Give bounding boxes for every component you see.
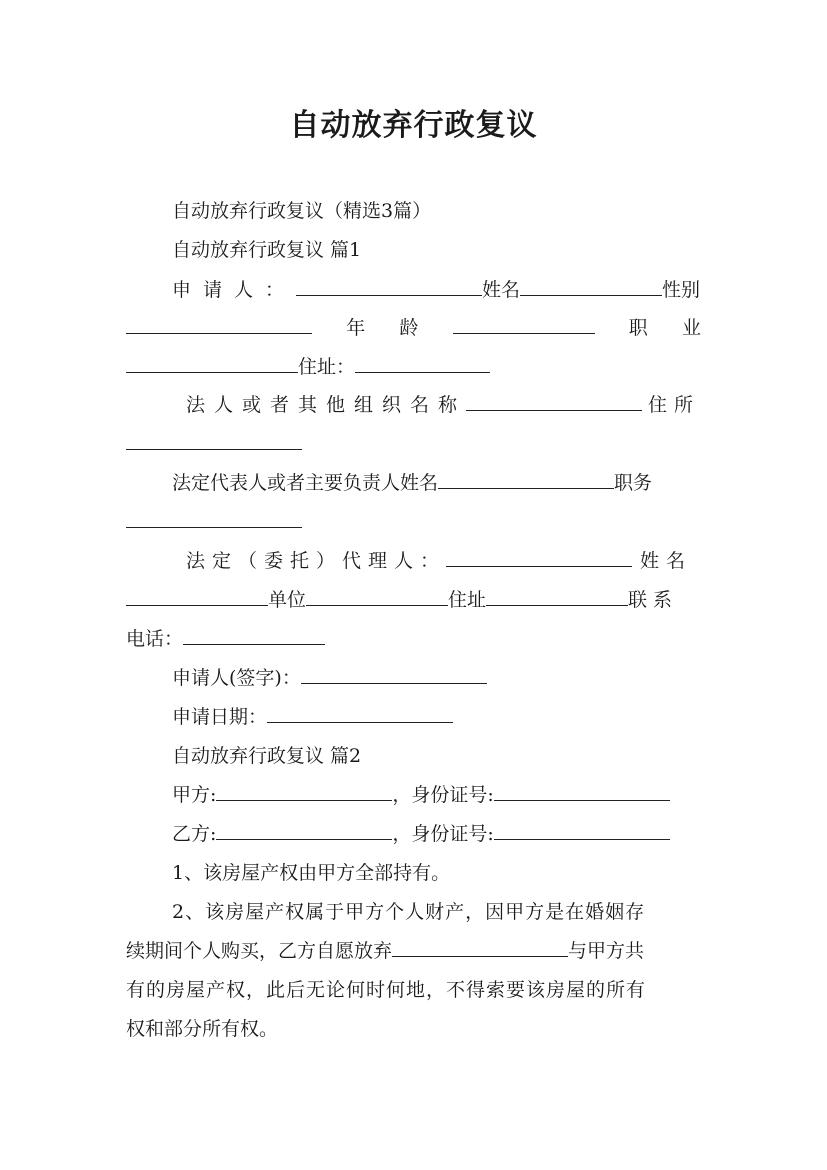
article1-heading: 自动放弃行政复议 篇1 xyxy=(172,239,362,261)
party-a-label: 甲方: xyxy=(172,784,217,806)
organization-line xyxy=(186,390,701,420)
clause-2-text-b: 与甲方共 xyxy=(568,940,645,962)
party-b-id-blank[interactable] xyxy=(494,819,670,840)
party-b-line xyxy=(172,819,701,849)
party-b-label: 乙方: xyxy=(172,823,217,845)
document-title: 自动放弃行政复议 xyxy=(289,108,538,143)
date-label: 申请日期： xyxy=(172,706,268,728)
party-b-id-label: ，身份证号: xyxy=(392,823,494,845)
gender-blank[interactable] xyxy=(126,313,312,334)
residence-blank-line xyxy=(126,429,701,459)
address-line xyxy=(126,352,701,382)
signature-blank[interactable] xyxy=(301,663,487,684)
occupation-label-1: 职 xyxy=(628,317,648,339)
agent-details-line xyxy=(126,585,701,615)
name-label: 姓名 xyxy=(482,279,521,301)
position-label: 职务 xyxy=(614,472,653,494)
org-name-label: 法人或者其他组织名称 xyxy=(186,394,467,416)
clause-2-text-a: 续期间个人购买，乙方自愿放弃 xyxy=(126,940,393,962)
agent-name-blank[interactable] xyxy=(126,585,268,606)
gender-label: 性别 xyxy=(662,279,701,301)
agent-blank[interactable] xyxy=(446,546,632,567)
party-a-blank[interactable] xyxy=(216,780,392,801)
agent-label: 法定（委托）代理人： xyxy=(186,550,447,572)
occupation-blank[interactable] xyxy=(126,352,298,373)
legal-rep-blank[interactable] xyxy=(438,468,614,489)
unit-label: 单位 xyxy=(268,589,307,611)
unit-blank[interactable] xyxy=(306,585,448,606)
clause-2-line-3: 有的房屋产权，此后无论何时何地，不得索要该房屋的所有 xyxy=(126,979,647,1001)
party-a-line xyxy=(172,780,701,810)
date-line xyxy=(172,702,701,732)
applicant-label: 申请人： xyxy=(172,279,297,301)
legal-rep-label: 法定代表人或者主要负责人姓名 xyxy=(172,472,439,494)
agent-line xyxy=(186,546,701,576)
article2-heading: 自动放弃行政复议 篇2 xyxy=(172,745,362,767)
age-blank[interactable] xyxy=(453,313,595,334)
residence-blank[interactable] xyxy=(126,429,302,450)
address-blank[interactable] xyxy=(355,352,490,373)
position-blank-line xyxy=(126,507,701,537)
signature-label: 申请人(签字)： xyxy=(172,667,301,689)
applicant-line xyxy=(172,275,701,305)
party-a-id-label: ，身份证号: xyxy=(392,784,494,806)
phone-blank[interactable] xyxy=(183,624,325,645)
party-a-id-blank[interactable] xyxy=(494,780,670,801)
address-label: 住址： xyxy=(298,356,356,378)
agent-address-blank[interactable] xyxy=(486,585,628,606)
age-occupation-line xyxy=(126,313,701,343)
name-blank[interactable] xyxy=(520,275,662,296)
signature-line xyxy=(172,663,701,693)
age-label-1: 年 xyxy=(346,317,366,339)
intro-line: 自动放弃行政复议（精选3篇） xyxy=(172,200,432,222)
clause-2-line-2 xyxy=(126,936,701,966)
applicant-blank[interactable] xyxy=(296,275,482,296)
date-blank[interactable] xyxy=(267,702,453,723)
legal-rep-line xyxy=(172,468,701,498)
phone-line xyxy=(126,624,701,654)
agent-address-label: 住址 xyxy=(448,589,487,611)
agent-name-label: 姓名 xyxy=(640,550,693,572)
phone-label: 电话： xyxy=(126,628,184,650)
position-blank[interactable] xyxy=(126,507,302,528)
clause-2-blank[interactable] xyxy=(392,936,568,957)
party-b-blank[interactable] xyxy=(216,819,392,840)
clause-2-line-1: 2、该房屋产权属于甲方个人财产，因甲方是在婚姻存 xyxy=(172,901,646,923)
contact-label: 联系 xyxy=(628,589,679,611)
occupation-label-2: 业 xyxy=(681,317,701,339)
clause-1: 1、该房屋产权由甲方全部持有。 xyxy=(172,862,451,884)
residence-label: 住所 xyxy=(648,394,701,416)
age-label-2: 龄 xyxy=(399,317,419,339)
org-name-blank[interactable] xyxy=(466,390,642,411)
clause-2-line-4: 权和部分所有权。 xyxy=(126,1018,279,1040)
